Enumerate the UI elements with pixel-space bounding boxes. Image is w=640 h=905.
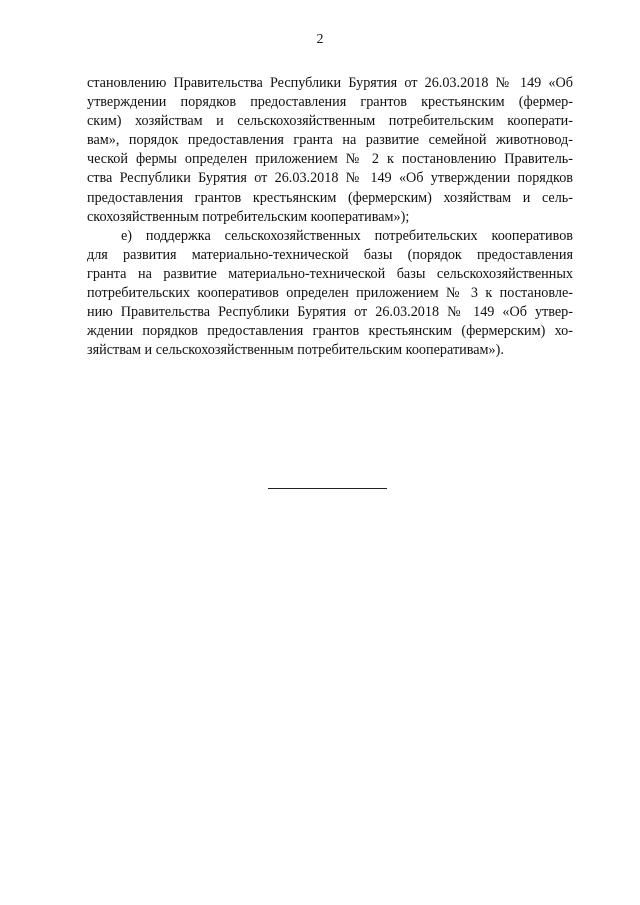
text-line: для развития материально-технической базы (порядок предоставления <box>87 246 573 263</box>
text-line: скохозяйственным потребительским кооперативам»); <box>87 208 410 225</box>
text-line: становлению Правительства Республики Бурятия от 26.03.2018 № 149 «Об <box>87 75 573 91</box>
text-line: потребительских кооперативов определен приложением № 3 к постановле- <box>87 285 573 302</box>
text-line: ским) хозяйствам и сельскохозяйственным потребительским кооперати- <box>87 113 573 130</box>
text-line: зяйствам и сельскохозяйственным потребительским кооперативам»). <box>87 342 504 359</box>
text-line: гранта на развитие материально-технической базы сельскохозяйственных <box>87 265 573 282</box>
text-line: предоставления грантов крестьянским (фермерским) хозяйствам и сель- <box>87 189 573 206</box>
text-line: ческой фермы определен приложением № 2 к постановлению Правитель- <box>87 151 573 168</box>
text-line: вам», порядок предоставления гранта на развитие семейной животновод- <box>87 132 573 149</box>
document-body <box>87 74 573 360</box>
paragraph-item-e <box>87 227 573 361</box>
page-number: 2 <box>316 32 324 47</box>
text-line: утверждении порядков предоставления грантов крестьянским (фермер- <box>87 94 573 111</box>
text-line: ждении порядков предоставления грантов крестьянским (фермерским) хо- <box>87 323 573 340</box>
text-line: е) поддержка сельскохозяйственных потребительских кооперативов <box>121 227 573 244</box>
text-line: ства Республики Бурятия от 26.03.2018 № 149 «Об утверждении порядков <box>87 170 573 187</box>
paragraph-continuation <box>87 74 573 227</box>
text-line: нию Правительства Республики Бурятия от 26.03.2018 № 149 «Об утвер- <box>87 304 573 321</box>
end-separator-line <box>268 488 387 489</box>
